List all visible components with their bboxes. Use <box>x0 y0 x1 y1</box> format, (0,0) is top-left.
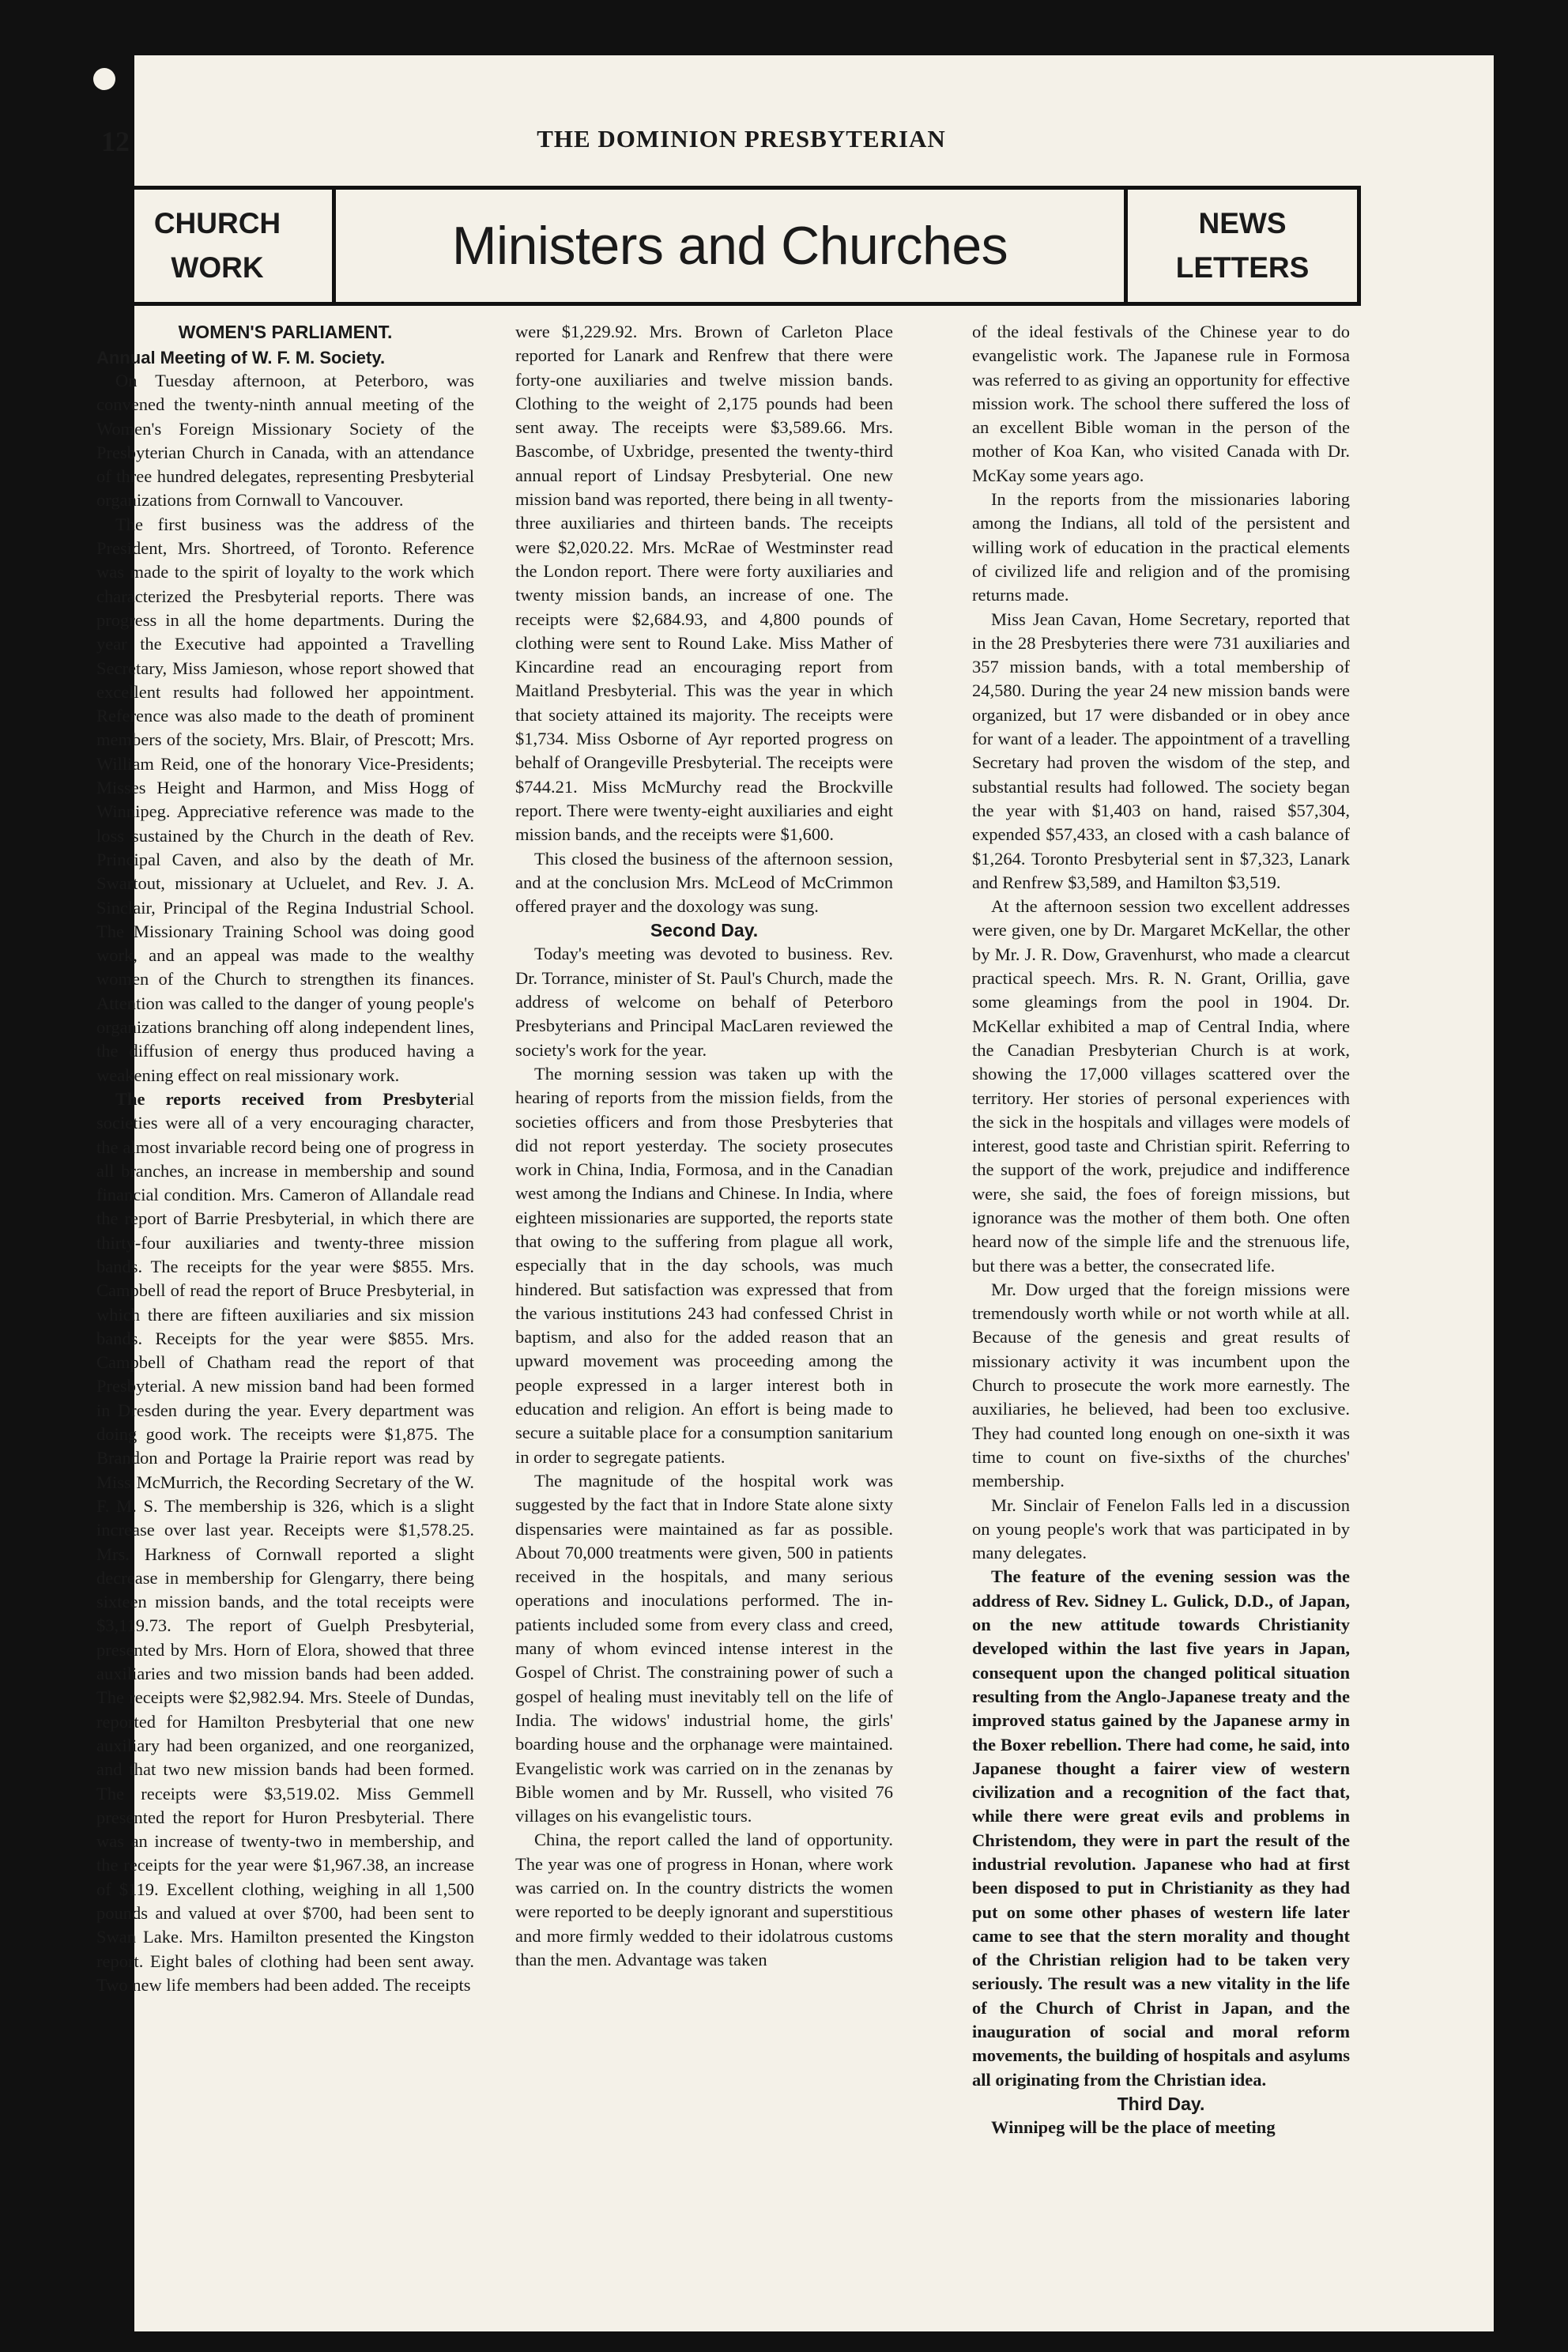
paragraph: of the ideal festivals of the Chinese year to do evangelistic work. The Japanese rule in Formosa was referred to as giving an opportunity for effective mission work. The school there suffered the loss of an excellent Bible woman in the person of the mother of Koa Kan, who visited Canada with Dr. McKay some years ago. <box>972 322 1350 485</box>
paragraph-text: ial societies were all of a very encouraging character, the almost invariable record being one of progress in all branches, an increase in membership and sound financial condition. Mrs. Cameron of Allandale read the report of Barrie Presbyterial, in which there are thirty-four auxiliaries and twenty-three mission bands. The receipts for the year were $855. Mrs. Campbell of read the report of Bruce Presbyterial, in which there are fifteen auxiliaries and six mission bands. Receipts for the year were $855. Mrs. Campbell of Chatham read the report of that Presbyterial. A new mission band had been formed in Dresden during the year. Every department was doing good work. The receipts were $1,875. The Brandon and Portage la Prairie report was read by Miss McMurrich, the Recording Secretary of the W. F. M. S. The membership is 326, which is a slight increase over last year. Receipts were $1,578.25. Mrs. Harkness of Cornwall reported a slight decrease in membership for Glengarry, there being sixteen mission bands, and the total receipts were $3,119.73. The report of Guelph Presbyterial, presented by Mrs. Horn of Elora, showed that three auxiliaries and two mission bands had been added. The receipts were $2,982.94. Mrs. Steele of Dundas, reported for Hamilton Presbyterial that one new auxiliary had been organized, and one reorganized, and that two new mission bands had been formed. The receipts were $3,519.02. Miss Gemmell presented the report for Huron Presbyterial. There was an increase of twenty-two in membership, and the receipts for the year were $1,967.38, an increase of $119. Excellent clothing, weighing in all 1,500 pounds and valued at over $700, had been sent to Swan Lake. Mrs. Hamilton presented the Kingston report. Eight bales of clothing had been sent away. Two new life members had been added. The receipts <box>96 1088 474 1995</box>
paragraph: Today's meeting was devoted to business. Rev. Dr. Torrance, minister of St. Paul's Church, made the address of welcome on behalf of Peterboro Presbyterians and Principal MacLaren reviewed the society's work for the year. <box>515 944 893 1060</box>
section-banner <box>99 186 1361 306</box>
paragraph: This closed the business of the afternoon session, and at the conclusion Mrs. McLeod of McCrimmon offered prayer and the doxology was sung. <box>515 848 893 917</box>
paragraph: China, the report called the land of opportunity. The year was one of progress in Honan, where work was carried on. In the country districts the women were reported to be deeply ignorant and superstitious and more firmly wedded to their idolatrous customs than the men. Advantage was taken <box>515 1830 893 1969</box>
running-head: THE DOMINION PRESBYTERIAN <box>537 125 946 153</box>
paragraph: The first business was the address of the President, Mrs. Shortreed, of Toronto. Reference was made to the spirit of loyalty to the work which characterized the Presbyterial reports. There was progress in all the home departments. During the year the Executive had appointed a Travelling Secretary, Miss Jamieson, whose report showed that excellent results had followed her appointment. Reference was also made to the death of prominent members of the society, Mrs. Blair, of Prescott; Mrs. William Reid, one of the honorary Vice-Presidents; Misses Height and Harmon, and Miss Hogg of Winnipeg. Appreciative reference was made to the loss sustained by the Church in the death of Rev. Principal Caven, and also by the death of Mr. Swartout, missionary at Ucluelet, and Rev. J. A. Sinclair, Principal of the Regina Industrial School. The Missionary Training School was doing good work, and an appeal was made to the wealthy women of the Church to strengthen its finances. Attention was called to the danger of young people's organizations branching off along independent lines, the diffusion of energy thus produced having a weakening effect on real missionary work. <box>96 514 474 1085</box>
binding-hole <box>93 68 115 90</box>
paragraph: Mr. Dow urged that the foreign missions were tremendously worth while or not worth while at all. Because of the genesis and great results of missionary activity it was incumbent upon the Church to prosecute the work more earnestly. The auxiliaries, he believed, had been too exclusive. They had counted long enough on one-sixth it was time to count on five-sixths of the churches' membership. <box>972 1279 1350 1491</box>
banner-right-box <box>1124 190 1357 302</box>
article-subheading: Annual Meeting of W. F. M. Society. <box>96 348 386 368</box>
banner-left-line1: CHURCH <box>153 207 281 239</box>
banner-left-line2: WORK <box>171 251 264 284</box>
paragraph: At the afternoon session two excellent addresses were given, one by Dr. Margaret McKellar, the other by Mr. J. R. Dow, Gravenhurst, who made a clearcut practical speech. Mrs. R. N. Grant, Orillia, gave some gleamings from the pool in 1904. Dr. McKellar exhibited a map of Central India, where the Canadian Presbyterian Church is at work, showing the 17,000 villages scattered over the territory. Her stories of personal experiences with the sick in the hospitals and villages were models of interest, good taste and Christian spirit. Referring to the support of the work, prejudice and indifference were, she said, the foes of foreign missions, but ignorance was the mother of them both. One often heard now of the simple life and the strenuous life, but there was a better, the consecrated life. <box>972 896 1350 1276</box>
paragraph: Mr. Sinclair of Fenelon Falls led in a discussion on young people's work that was participated in by many delegates. <box>972 1494 1350 1563</box>
article-heading: WOMEN'S PARLIAMENT. <box>178 322 393 342</box>
section-heading: Second Day. <box>650 920 759 941</box>
column-1 <box>96 320 474 1997</box>
paragraph <box>96 1087 474 1997</box>
banner-right-line2: LETTERS <box>1175 251 1310 284</box>
paragraph: The feature of the evening session was the address of Rev. Sidney L. Gulick, D.D., of Japan, on the new attitude towards Christianity developed within the last five years in Japan, consequent upon the changed political situation resulting from the Anglo-Japanese treaty and the improved status gained by the Japanese army in the Boxer rebellion. There had come, he said, into Japanese thought a fairer view of western civilization and a recognition of the fact that, while there were great evils and problems in Christendom, they were in part the result of the industrial revolution. Japanese who had at first been disposed to put in Christianity as they had put on some other phases of western life later came to see that the stern morality and thought of the Christian religion had to be taken very seriously. The result was a new vitality in the life of the Church of Christ in Japan, and the inauguration of social and moral reform movements, the building of hospitals and asylums all originating from the Christian idea. <box>972 1566 1350 2090</box>
banner-left-box <box>103 190 336 302</box>
paragraph: The morning session was taken up with the hearing of reports from the mission fields, from the societies officers and from those Presbyteries that did not report yesterday. The society prosecutes work in China, India, Formosa, and in the Canadian west among the Indians and Chinese. In India, where eighteen missionaries are supported, the reports state that owing to the suffering from plague all work, especially that in the day schools, was much hindered. But satisfaction was expressed that from the various institutions 243 had confessed Christ in baptism, and also for the added reason that an upward movement was proceeding among the people expressed in a larger interest both in education and religion. An effort is being made to secure a suitable place for a consumption sanitarium in order to segregate patients. <box>515 1063 893 1467</box>
section-heading: Third Day. <box>1117 2093 1205 2114</box>
paragraph: were $1,229.92. Mrs. Brown of Carleton Place reported for Lanark and Renfrew that there were forty-one auxiliaries and twelve mission bands. Clothing to the weight of 2,175 pounds had been sent away. The receipts were $3,589.66. Mrs. Bascombe, of Uxbridge, presented the twenty-third annual report of Lindsay Presbyterial. One new mission band was reported, there being in all twenty-three auxiliaries and thirteen bands. The receipts were $2,020.22. Mrs. McRae of Westminster read the London report. There were forty auxiliaries and twenty mission bands, an increase of one. The receipts were $2,684.93, and 4,800 pounds of clothing were sent to Round Lake. Miss Mather of Kincardine read an encouraging report from Maitland Presbyterial. This was the year in which that society attained its majority. The receipts were $1,734. Miss Osborne of Ayr reported progress on behalf of Orangeville Presbyterial. The receipts were $744.21. Miss McMurchy read the Brockville report. There were twenty-eight auxiliaries and eight mission bands, and the receipts were $1,600. <box>515 322 894 845</box>
paragraph: In the reports from the missionaries laboring among the Indians, all told of the persistent and willing work of education in the practical elements of civilized life and religion and of the promising returns made. <box>972 489 1350 605</box>
paragraph: Miss Jean Cavan, Home Secretary, reported that in the 28 Presbyteries there were 731 auxiliaries and 357 mission bands, with a total membership of 24,580. During the year 24 new mission bands were organized, but 17 were disbanded or in obey ance for want of a leader. The appointment of a travelling Secretary had proven the wisdom of the step, and substantial results had followed. The society began the year with $1,403 on hand, raised $57,304, expended $57,433, an closed with a cash balance of $1,264. Toronto Presbyterial sent in $7,323, Lanark and Renfrew $3,589, and Hamilton $3,519. <box>972 609 1350 892</box>
paragraph: The magnitude of the hospital work was suggested by the fact that in Indore State alone sixty dispensaries were maintained as far as possible. About 70,000 treatments were given, 500 in patients received in the hospitals, and many serious operations and inoculations performed. The in-patients included some from every class and creed, many of whom evinced intense interest in the Gospel of Christ. The constraining power of such a gospel of healing must inevitably tell on the life of India. The widows' industrial home, the girls' boarding house and the orphanage were maintained. Evangelistic work was carried on in the zenanas by Bible women and by Mr. Russell, who visited 76 villages on his evangelistic tours. <box>515 1470 893 1826</box>
page-number: 12 <box>101 126 130 157</box>
paragraph: Winnipeg will be the place of meeting <box>991 2116 1276 2137</box>
banner-right-line1: NEWS <box>1198 207 1287 239</box>
page-header <box>101 125 1381 164</box>
paragraph-lead: The reports received from Presbyter <box>115 1088 457 1109</box>
banner-title: Ministers and Churches <box>451 216 1008 276</box>
paragraph: On Tuesday afternoon, at Peterboro, was convened the twenty-ninth annual meeting of the Women's Foreign Missionary Society of the Presbyterian Church in Canada, with an attendance of three hundred delegates, representing Presbyterial organizations from Cornwall to Vancouver. <box>96 371 474 511</box>
column-3 <box>972 320 1350 2139</box>
column-2 <box>515 320 893 1972</box>
